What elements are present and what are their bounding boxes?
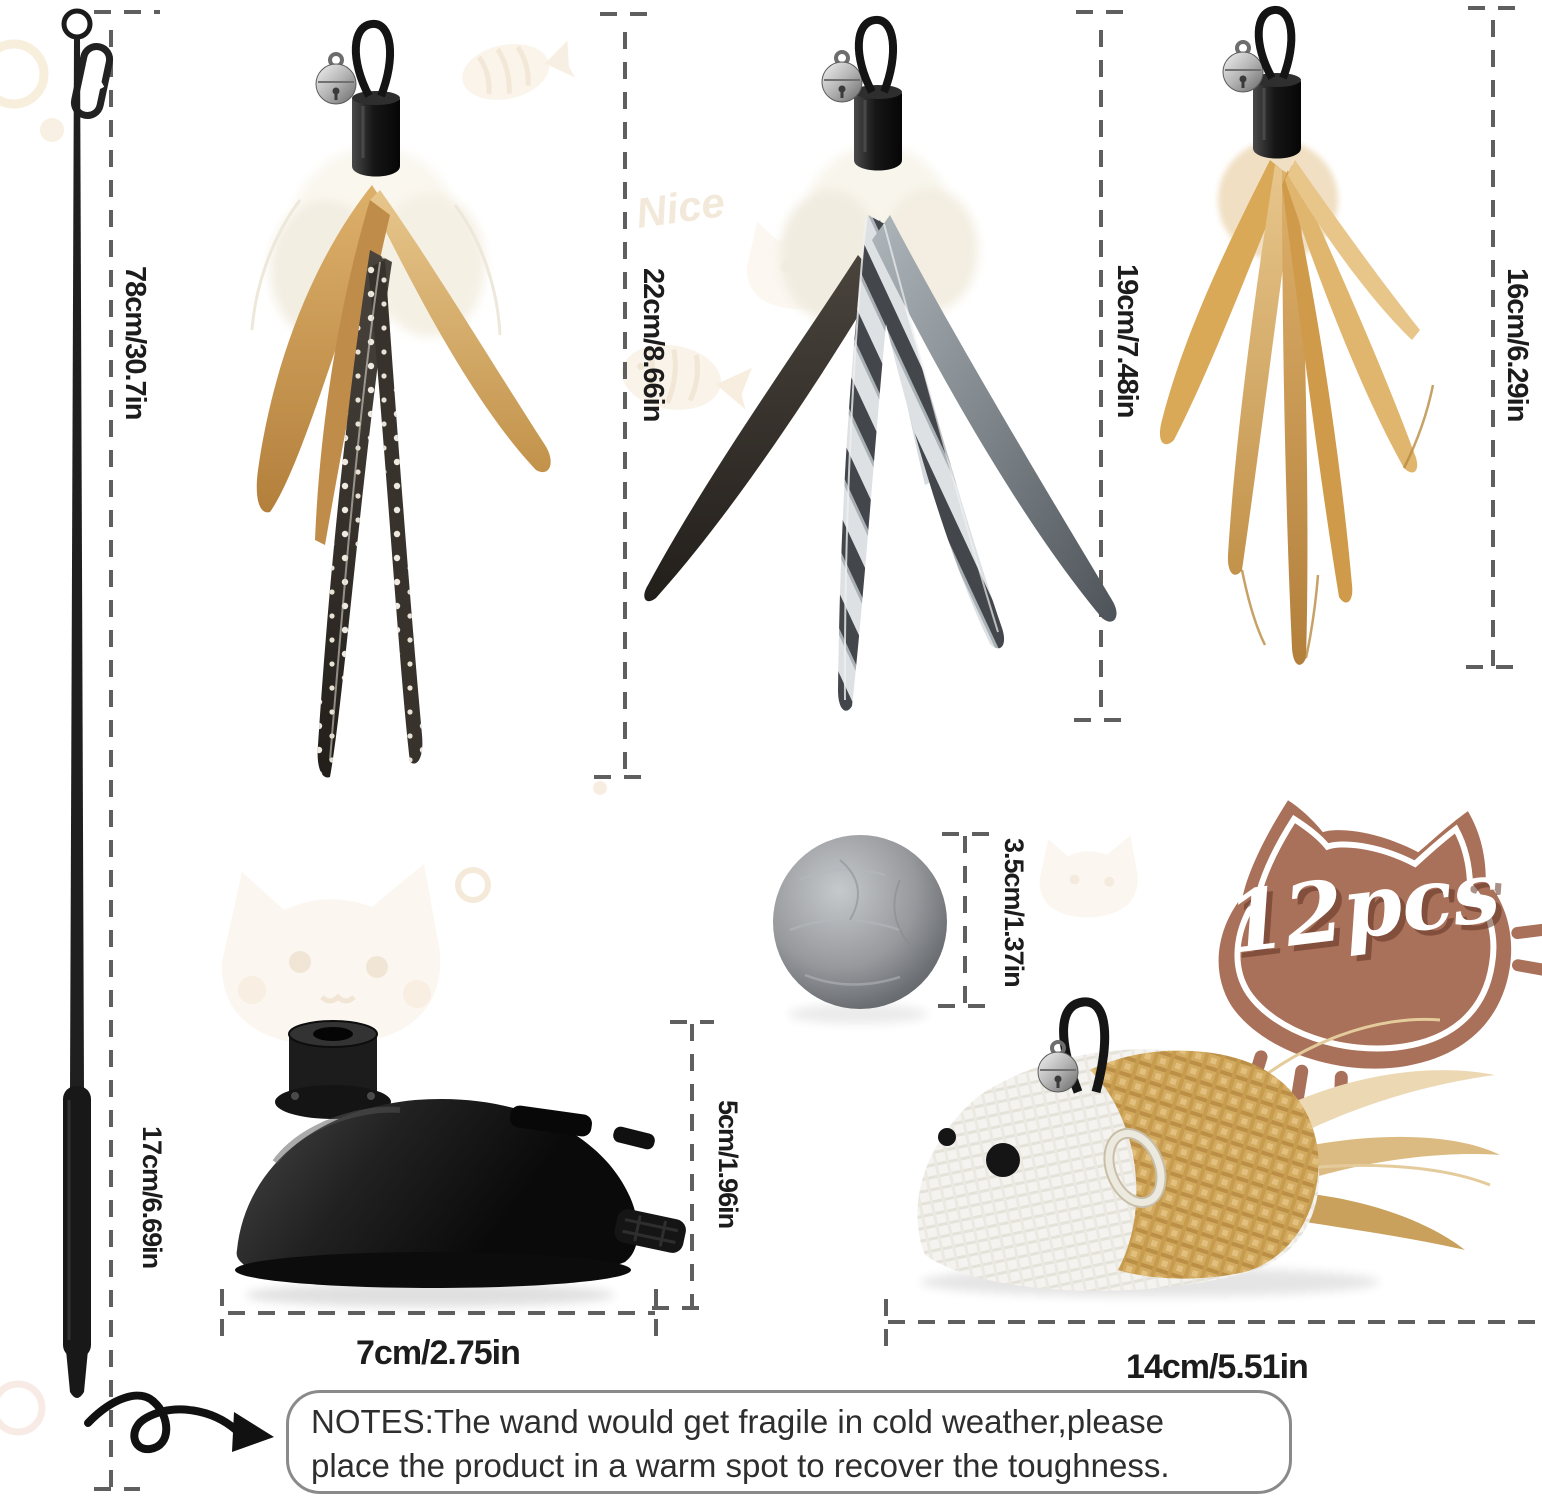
dim-label-mouse: 14cm/5.51in (1126, 1348, 1308, 1386)
watermark-cat-face-icon (1039, 835, 1137, 917)
suction-cup-base (235, 1021, 688, 1307)
watermark-dot (593, 781, 607, 795)
dim-label-ball: 3.5cm/1.37in (999, 838, 1029, 987)
notes-line-1: NOTES:The wand would get fragile in cold weather,please (311, 1403, 1164, 1440)
hanger-loop (1259, 10, 1292, 78)
mouse-eye (986, 1143, 1020, 1177)
mouse-far-eye (938, 1128, 956, 1146)
dim-label-feather-3: 16cm/6.29in (1501, 268, 1533, 422)
attachment-cap (1253, 73, 1301, 159)
wand-grip (63, 1086, 91, 1358)
attachment-cap (854, 85, 902, 171)
notes-arrow (88, 1396, 274, 1452)
watermark-fish-icon (457, 32, 577, 108)
badge-count-label: 12pcs (1220, 841, 1506, 973)
dim-label-base-width: 7cm/2.75in (356, 1334, 520, 1372)
bell-icon (822, 52, 862, 102)
gray-feather (872, 215, 1117, 622)
wand-shaft (70, 38, 84, 1092)
teaser-wand (63, 11, 112, 1398)
watermark-bubble (0, 44, 44, 104)
suction-rim (235, 1252, 631, 1288)
feather-refill-3 (1160, 10, 1433, 665)
hanger-loop (859, 20, 893, 92)
felt-ball (773, 835, 947, 1024)
watermark-bubble (458, 870, 488, 900)
side-lever (612, 1125, 657, 1151)
hanger-loop (356, 24, 390, 96)
bell-icon (1038, 1042, 1078, 1092)
watermark-cat-face-icon (222, 864, 440, 1046)
feather-refill-2 (644, 20, 1116, 711)
wand-socket (275, 1021, 391, 1119)
arrowhead-icon (232, 1412, 274, 1452)
dim-label-feather-2: 19cm/7.48in (1111, 264, 1143, 418)
badge-whiskers (1514, 927, 1542, 970)
notes-box (286, 1390, 1292, 1494)
bell-icon (316, 54, 356, 104)
watermark-nice-text: Nice (633, 178, 728, 237)
dim-label-base-height: 5cm/1.96in (713, 1100, 743, 1229)
notes-line-2: place the product in a warm spot to recover the toughness. (311, 1447, 1170, 1484)
dim-label-feather-1: 22cm/8.66in (637, 268, 669, 422)
wand-ring-icon (64, 11, 90, 37)
dim-label-wand-total: 78cm/30.7in (119, 266, 151, 420)
dim-label-wand-grip: 17cm/6.69in (137, 1126, 167, 1269)
attachment-cap (352, 91, 400, 177)
watermark-dot (40, 118, 64, 142)
feather-refill-1 (252, 24, 551, 778)
watermark-bubble (0, 1384, 42, 1432)
